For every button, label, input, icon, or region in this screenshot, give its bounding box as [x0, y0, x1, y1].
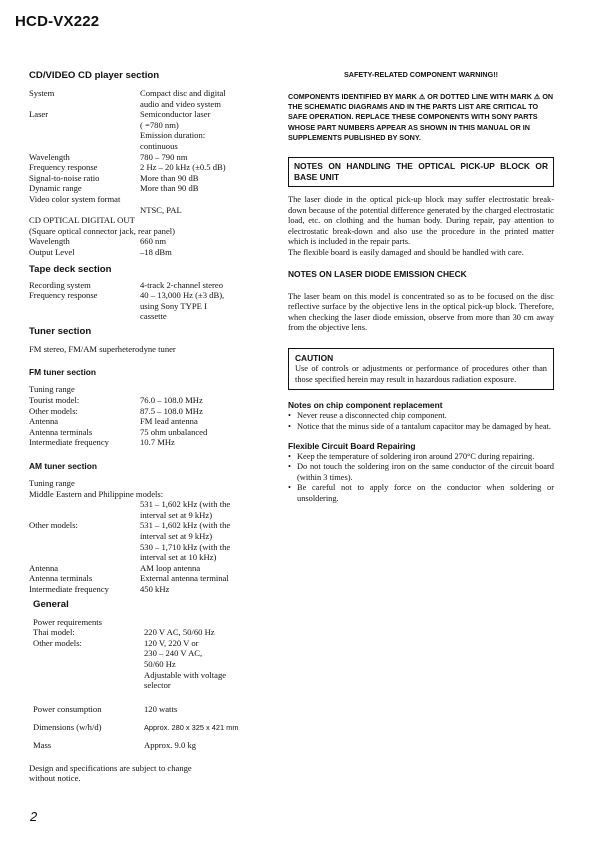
footer-note-line-1: Design and specifications are subject to change [29, 762, 192, 773]
tape-spec-list [29, 280, 269, 322]
spec-value [140, 109, 269, 151]
laser-notes-title: NOTES ON LASER DIODE EMISSION CHECK [288, 268, 467, 279]
spec-value-line: 530 – 1,710 kHz (with the [140, 541, 231, 552]
spec-value [144, 627, 269, 638]
spec-value [140, 573, 269, 584]
spec-value-line: cassette [140, 311, 167, 322]
spec-value [140, 280, 269, 291]
general-section-title: General [33, 598, 69, 610]
chip-notes-list [288, 411, 554, 432]
caution-title: CAUTION [295, 352, 334, 363]
spec-value-line: interval set at 9 kHz) [140, 509, 213, 520]
spec-value [140, 173, 269, 184]
spec-row [33, 704, 269, 715]
spec-label: Laser [29, 109, 49, 120]
caution-text: Use of controls or adjustments or performance of procedures other than those specified herein may result in hazardous radiation exposure. [295, 363, 547, 384]
spec-label-empty [29, 499, 140, 510]
spec-row [29, 247, 269, 258]
spec-row [29, 290, 269, 322]
spec-value-line: audio and video system [140, 98, 221, 109]
spec-row [29, 510, 269, 521]
spec-label: Video color system format [29, 193, 121, 204]
chip-note-item: • Never reuse a disconnected chip component. [288, 411, 554, 421]
optical-notes-para-1: The laser diode in the optical pick-up block may suffer electrostatic break-down because of the potential difference generated by the charged electrostatic load, etc. on clothing and the human body. During repair, pay attention to electrostatic break-down and also use the procedure in the printed matter which is included in the repair parts. [288, 195, 554, 247]
spec-value [140, 520, 269, 562]
spec-value [140, 416, 269, 427]
spec-value-line: interval set at 9 kHz) [140, 531, 213, 541]
spec-value-line: 75 ohm unbalanced [140, 426, 208, 437]
optical-out-label: CD OPTICAL DIGITAL OUT [29, 215, 135, 226]
spec-label: Wavelength [29, 151, 70, 162]
general-block [29, 599, 269, 751]
tape-section-title: Tape deck section [29, 263, 112, 275]
spec-label: Output Level [29, 246, 75, 257]
flex-notes-title: Flexible Circuit Board Repairing [288, 440, 416, 451]
spec-label: Thai model: [33, 627, 75, 638]
spec-row [29, 427, 269, 438]
spec-label: Other models: [29, 405, 78, 416]
fm-section-title: FM tuner section [29, 367, 97, 378]
chip-notes-title: Notes on chip component replacement [288, 400, 443, 411]
spec-label: Antenna terminals [29, 573, 93, 584]
optical-out-sub: (Square optical connector jack, rear panel) [29, 225, 176, 236]
spec-value-line: 40 – 13,000 Hz (±3 dB), [140, 290, 225, 301]
spec-label: Antenna [29, 562, 59, 573]
spec-value-line: 10.7 MHz [140, 437, 175, 448]
spec-label: Intermediate frequency [29, 437, 109, 448]
spec-value-line: 531 – 1,602 kHz (with the [140, 520, 231, 531]
spec-value-line: 50/60 Hz [144, 658, 176, 669]
flex-note-item: • Do not touch the soldering iron on the same conductor of the circuit board (within 3 times). [288, 462, 554, 483]
spec-row [29, 584, 269, 595]
spec-row [29, 194, 269, 205]
cd-spec-list [29, 88, 269, 194]
spec-label: Recording system [29, 279, 91, 290]
spec-value-line: 230 – 240 V AC, [144, 648, 203, 659]
spec-row [29, 416, 269, 427]
laser-notes-text: The laser beam on this model is concentrated so as to be focused on the disc reflective surface by the objective lens in the optical pick-up block. Therefore, when checking the laser diode emission, observe from more than 30 cm away from the objective lens. [288, 291, 554, 333]
cd-spec-list-2 [29, 236, 269, 257]
spec-label: Dynamic range [29, 183, 82, 194]
spec-value-line: 76.0 – 108.0 MHz [140, 395, 203, 406]
spec-value-line: Semiconductor laser [140, 109, 211, 120]
optical-notes-para-2: The flexible board is easily damaged and should be handled with care. [288, 247, 524, 257]
spec-row [29, 173, 269, 184]
spec-row [29, 573, 269, 584]
spec-value: Approx. 280 x 325 x 421 mm [144, 723, 239, 733]
spec-row [29, 162, 269, 173]
am-middle-eastern: Middle Eastern and Philippine models: [29, 488, 164, 499]
spec-row [33, 722, 269, 734]
spec-value: Approx. 9.0 kg [144, 739, 197, 750]
am-section-title: AM tuner section [29, 461, 97, 472]
spec-value-line: Compact disc and digital [140, 88, 226, 98]
flex-note-item: • Keep the temperature of soldering iron around 270°C during repairing. [288, 452, 554, 462]
spec-label: System [29, 88, 55, 98]
general-spec-list [33, 627, 269, 691]
spec-row [33, 638, 269, 691]
safety-title: SAFETY-RELATED COMPONENT WARNING!! [344, 70, 498, 79]
spec-value [140, 395, 269, 406]
spec-label: Antenna terminals [29, 426, 93, 437]
spec-value-line: More than 90 dB [140, 183, 199, 194]
tuner-text: FM stereo, FM/AM superheterodyne tuner [29, 343, 176, 354]
spec-value-line: Adjustable with voltage [144, 669, 227, 680]
spec-label: Other models: [33, 637, 82, 648]
spec-value-line: 660 nm [140, 236, 167, 247]
spec-value-line: 780 – 790 nm [140, 151, 188, 162]
am-spec-list [29, 520, 269, 594]
spec-value-line: 531 – 1,602 kHz (with the [140, 499, 231, 510]
fm-tuning-range: Tuning range [29, 384, 75, 395]
spec-value-line: ( =780 nm) [140, 119, 179, 130]
spec-value-line: 2 Hz – 20 kHz (±0.5 dB) [140, 162, 226, 173]
spec-value [140, 290, 269, 322]
spec-value [140, 427, 269, 438]
spec-row [29, 88, 269, 109]
tuner-section-title: Tuner section [29, 325, 92, 337]
spec-value [140, 183, 269, 194]
spec-row [29, 152, 269, 163]
notes-column [288, 70, 554, 504]
spec-row [29, 280, 269, 291]
caution-box [288, 348, 554, 390]
spec-value [140, 152, 269, 163]
spec-value [140, 236, 269, 247]
spec-label: Frequency response [29, 162, 98, 173]
spec-value-line: 4-track 2-channel stereo [140, 279, 224, 290]
chip-note-item: • Notice that the minus side of a tantalum capacitor may be damaged by heat. [288, 422, 554, 432]
spec-value [140, 406, 269, 417]
spec-value-line: External antenna terminal [140, 573, 229, 584]
spec-row [29, 183, 269, 194]
spec-row [29, 109, 269, 151]
spec-value [140, 563, 269, 574]
spec-value-line: 87.5 – 108.0 MHz [140, 405, 203, 416]
spec-row [29, 563, 269, 574]
spec-row [29, 437, 269, 448]
spec-row [29, 395, 269, 406]
spec-label: Frequency response [29, 290, 98, 301]
spec-value-line: More than 90 dB [140, 172, 199, 183]
spec-value-line: interval set at 10 kHz) [140, 552, 217, 563]
spec-label: Power consumption [33, 703, 102, 714]
spec-value-line: FM lead antenna [140, 416, 198, 427]
spec-value-line: continuous [140, 140, 178, 151]
specifications-column [29, 70, 269, 784]
am-middle-eastern-values [29, 499, 269, 520]
model-title: HCD-VX222 [15, 13, 100, 30]
spec-value-line: using Sony TYPE I [140, 300, 207, 311]
spec-value-line: Emission duration: [140, 130, 206, 141]
spec-row [33, 740, 269, 751]
spec-value [140, 584, 269, 595]
spec-row [29, 520, 269, 562]
am-tuning-range: Tuning range [29, 478, 75, 489]
spec-label: Intermediate frequency [29, 583, 109, 594]
page-number: 2 [30, 809, 38, 824]
spec-label: Tourist model: [29, 395, 80, 406]
spec-value-line: –18 dBm [140, 246, 172, 257]
spec-value-line: 120 V, 220 V or [144, 637, 199, 648]
spec-value [144, 638, 269, 691]
spec-label: Other models: [29, 520, 78, 531]
spec-value: NTSC, PAL [140, 204, 182, 215]
spec-row [29, 406, 269, 417]
spec-label: Mass [33, 739, 52, 750]
spec-value-line: 450 kHz [140, 583, 170, 594]
spec-label-empty [29, 510, 140, 521]
spec-label: Dimensions (w/h/d) [33, 722, 102, 733]
footer-note-line-2: without notice. [29, 773, 81, 784]
flex-notes-list [288, 452, 554, 504]
spec-value [140, 247, 269, 258]
spec-value [140, 437, 269, 448]
optical-notes-title: NOTES ON HANDLING THE OPTICAL PICK-UP BLOCK OR BASE UNIT [294, 161, 548, 183]
spec-row [33, 627, 269, 638]
cd-section-title: CD/VIDEO CD player section [29, 70, 160, 81]
spec-value-line: selector [144, 680, 171, 691]
safety-text: COMPONENTS IDENTIFIED BY MARK ⚠ OR DOTTED LINE WITH MARK ⚠ ON THE SCHEMATIC DIAGRAMS AND IN THE PARTS LIST ARE CRITICAL TO SAFE OPERATION. REPLACE THESE COMPONENTS WITH SONY PARTS WHOSE PART NUMBERS APPEAR AS SHOWN IN THIS MANUAL OR IN SUPPLEMENTS PUBLISHED BY SONY. [288, 92, 554, 142]
spec-value-line: AM loop antenna [140, 562, 201, 573]
spec-label: Antenna [29, 416, 59, 427]
spec-value [140, 88, 269, 109]
spec-value [140, 162, 269, 173]
spec-row [29, 236, 269, 247]
power-requirements: Power requirements [33, 616, 102, 627]
spec-value-line: 220 V AC, 50/60 Hz [144, 627, 215, 638]
fm-spec-list [29, 395, 269, 448]
spec-row [29, 205, 269, 216]
spec-label: Signal-to-noise ratio [29, 172, 100, 183]
flex-note-item: • Be careful not to apply force on the conductor when soldering or unsoldering. [288, 483, 554, 504]
spec-label: Wavelength [29, 236, 70, 247]
optical-notes-box [288, 157, 554, 187]
spec-value: 120 watts [144, 703, 178, 714]
spec-row [29, 499, 269, 510]
